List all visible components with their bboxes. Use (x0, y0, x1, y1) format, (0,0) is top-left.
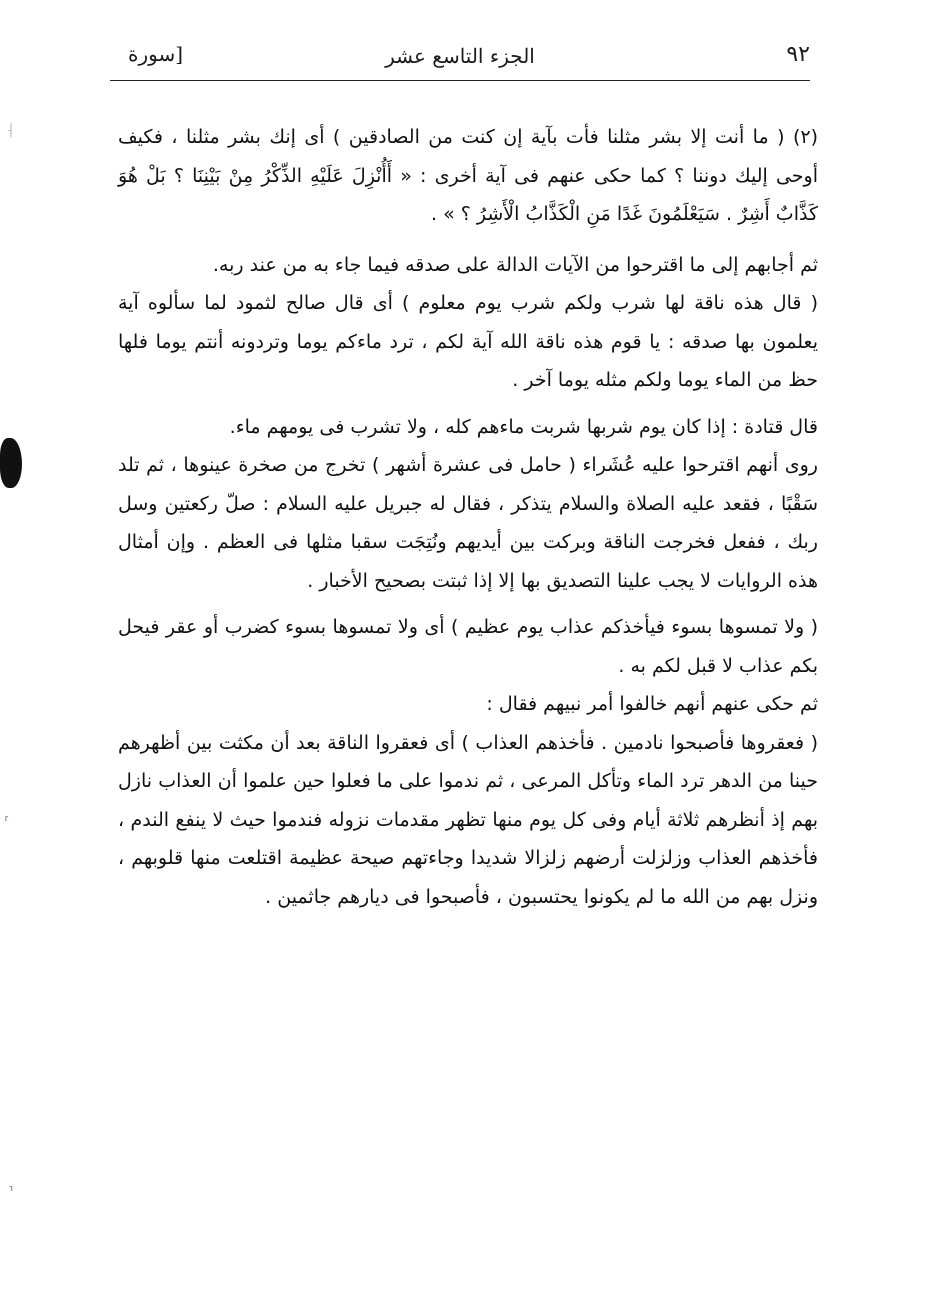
scan-blot (0, 438, 22, 488)
paragraph-note-2: (٢) ( ما أنت إلا بشر مثلنا فأت بآية إن كنت من الصادقين ) أى إنك بشر مثلنا ، فكيف أوحى إليك دوننا ؟ كما حكى عنهم فى آية أخرى : « أَأُنْزِلَ عَلَيْهِ الذِّكْرُ مِنْ بَيْنِنَا ؟ بَلْ هُوَ كَذَّابٌ أَشِرٌ . سَيَعْلَمُونَ غَدًا مَنِ الْكَذَّابُ الْأَشِرُ ؟ » . (118, 126, 818, 225)
paragraph-qatada: قال قتادة : إذا كان يوم شربها شربت ماءهم كله ، ولا تشرب فى يومهم ماء. (229, 415, 818, 438)
page-body (118, 118, 818, 916)
paragraph-answer: ثم أجابهم إلى ما اقترحوا من الآيات الدالة على صدقه فيما جاء به من عند ربه. (212, 253, 818, 276)
margin-mark: ⸣ (8, 1185, 14, 1201)
paragraph-she-camel: ( قال هذه ناقة لها شرب ولكم شرب يوم معلوم ) أى قال صالح لثمود لما سألوه آية يعلمون بها صدقه : يا قوم هذه ناقة الله آية لكم ، ترد ماءكم يوما وتردونه أنتم يوما فلها حظ من الماء يوما ولكم مثله يوما آخر . (118, 292, 818, 391)
page-number: ٩٢ (786, 42, 810, 67)
paragraph-narration: روى أنهم اقترحوا عليه عُشَراء ( حامل فى عشرة أشهر ) تخرج من صخرة عينوها ، ثم تلد سَقْبًا ، فقعد عليه الصلاة والسلام يتذكر ، فقال له جبريل عليه السلام : صلّ ركعتين وسل ربك ، ففعل فخرجت الناقة وبركت بين أيديهم ونُتِجَت سقبا مثلها فى العظم . وإن أمثال هذه الروايات لا يجب علينا التصديق بها إلا إذا ثبتت بصحيح الأخبار . (118, 454, 818, 592)
paragraph-then-told: ثم حكى عنهم أنهم خالفوا أمر نبيهم فقال : (486, 693, 818, 715)
margin-mark: ⸢ (4, 815, 10, 831)
header-rule (110, 80, 810, 81)
paragraph-do-not-touch: ( ولا تمسوها بسوء فيأخذكم عذاب يوم عظيم ) أى ولا تمسوها بسوء كضرب أو عقر فيحل بكم عذاب لا قبل لكم به . (118, 616, 818, 677)
paragraph-hamstrung: ( فعقروها فأصبحوا نادمين . فأخذهم العذاب ) أى فعقروا الناقة بعد أن مكثت بين أظهرهم حينا من الدهر ترد الماء وتأكل المرعى ، ثم ندموا على ما فعلوا حين علموا أن العذاب نازل بهم إذ أنظرهم ثلاثة أيام وفى كل يوم منها تظهر مقدمات نزوله فندموا حيث لا ينفع الندم ، فأخذهم العذاب وزلزلت أرضهم زلزالا شديدا وجاءتهم صيحة عظيمة اقتلعت منها قلوبهم ، ونزل بهم من الله ما لم يكونوا يحتسبون ، فأصبحوا فى ديارهم جاثمين . (118, 731, 818, 908)
surah-label: [سورة (128, 42, 184, 66)
running-title: الجزء التاسع عشر (385, 44, 535, 68)
margin-mark: ⸡ (6, 122, 14, 138)
page-header (110, 36, 810, 76)
